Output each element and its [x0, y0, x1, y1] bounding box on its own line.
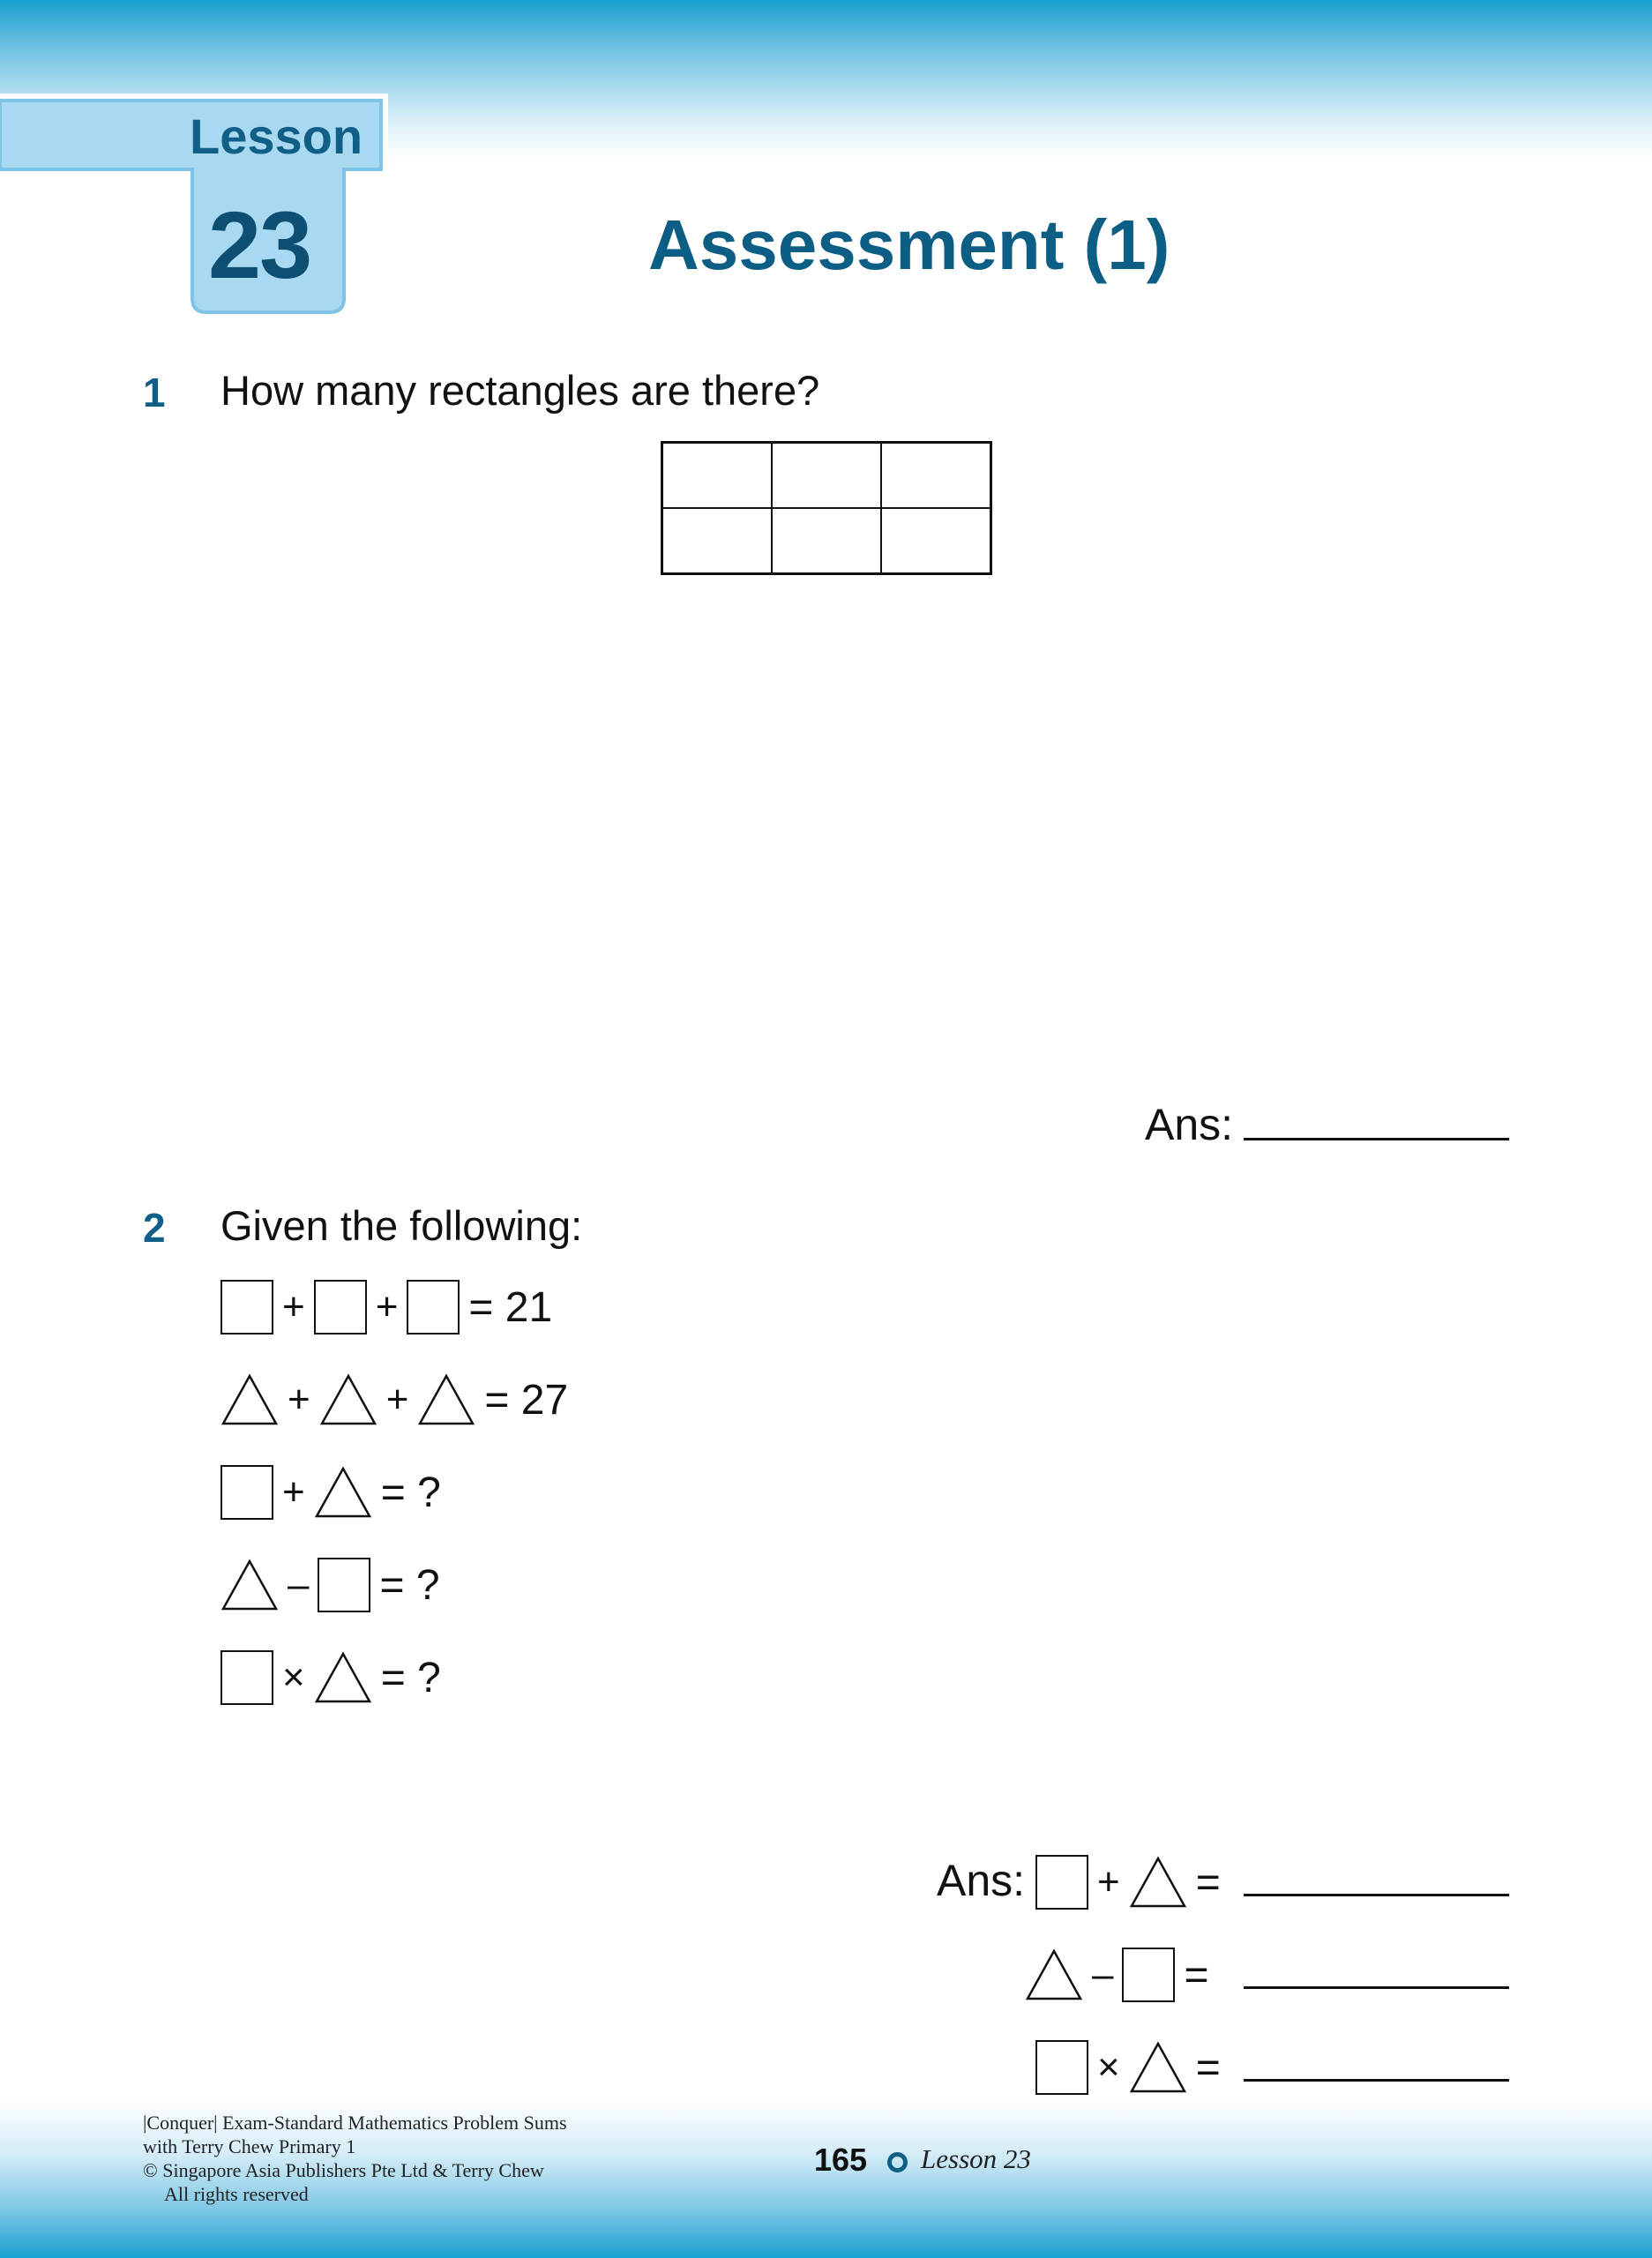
triangle-icon	[1025, 1948, 1083, 2001]
ring-bullet-icon	[887, 2152, 908, 2172]
page-title: Assessment (1)	[648, 206, 1170, 284]
grid-cell	[772, 508, 881, 573]
plus-sign: +	[288, 1378, 310, 1421]
square-icon	[1035, 1855, 1088, 1910]
grid-cell	[772, 443, 881, 508]
plus-sign: +	[385, 1378, 409, 1421]
answer-square-plus-triangle	[1035, 1851, 1221, 1913]
square-icon	[407, 1280, 460, 1335]
credit-line: |Conquer| Exam-Standard Mathematics Problem Sums	[143, 2112, 567, 2134]
lesson-tab	[0, 88, 395, 326]
grid-cell	[881, 508, 990, 573]
question-2-answer-label: Ans:	[937, 1856, 1026, 1905]
triangle-icon	[319, 1373, 377, 1426]
grid-cell	[662, 508, 772, 573]
footer-credit	[143, 2111, 567, 2206]
square-icon	[314, 1280, 367, 1335]
equation-squares-sum	[221, 1276, 552, 1338]
equation-result: = 21	[468, 1283, 553, 1331]
square-icon	[1035, 2040, 1088, 2095]
answer-equals: =	[1195, 1858, 1221, 1906]
minus-sign: –	[288, 1563, 310, 1606]
triangle-icon	[221, 1559, 279, 1611]
equation-result: = 27	[484, 1376, 569, 1424]
triangle-icon	[1129, 2041, 1187, 2094]
plus-sign: +	[282, 1285, 305, 1328]
equation-result: = ?	[380, 1469, 441, 1516]
credit-line: with Terry Chew Primary 1	[143, 2135, 356, 2157]
triangle-icon	[314, 1651, 372, 1704]
credit-line: All rights reserved	[164, 2183, 309, 2205]
answer-line-sum[interactable]	[1244, 1894, 1509, 1896]
question-2-number: 2	[143, 1205, 166, 1251]
question-1-answer-label: Ans:	[1145, 1100, 1234, 1149]
footer-lesson-label: Lesson 23	[921, 2143, 1031, 2174]
grid-cell	[881, 443, 990, 508]
equation-result: = ?	[379, 1561, 440, 1609]
answer-line-product[interactable]	[1244, 2079, 1509, 2082]
triangle-icon	[221, 1373, 279, 1426]
plus-sign: +	[1097, 1860, 1120, 1903]
question-1-number: 1	[143, 370, 166, 415]
equation-triangles-sum	[221, 1369, 568, 1431]
answer-equals: =	[1195, 2044, 1221, 2091]
rectangle-grid-figure	[661, 441, 992, 575]
square-icon	[221, 1465, 273, 1520]
plus-sign: +	[282, 1470, 305, 1514]
equation-triangle-minus-square	[221, 1554, 440, 1616]
square-icon	[1122, 1948, 1175, 2002]
square-icon	[221, 1280, 273, 1335]
credit-line: © Singapore Asia Publishers Pte Ltd & Terry Chew	[143, 2159, 544, 2181]
equation-square-times-triangle	[221, 1647, 441, 1708]
square-icon	[221, 1650, 273, 1705]
page-number: 165	[814, 2142, 868, 2178]
lesson-number: 23	[208, 191, 311, 298]
answer-line-difference[interactable]	[1244, 1986, 1509, 1989]
question-2-text: Given the following:	[221, 1202, 583, 1249]
answer-square-times-triangle	[1035, 2037, 1221, 2098]
minus-sign: –	[1092, 1953, 1114, 1996]
square-icon	[318, 1558, 370, 1612]
answer-equals: =	[1184, 1951, 1209, 1999]
times-sign: ×	[282, 1656, 305, 1699]
question-1-text: How many rectangles are there?	[221, 367, 820, 414]
equation-square-plus-triangle	[221, 1462, 441, 1523]
triangle-icon	[417, 1373, 475, 1426]
triangle-icon	[1129, 1856, 1187, 1909]
triangle-icon	[314, 1466, 372, 1519]
plus-sign: +	[375, 1285, 399, 1328]
lesson-label: Lesson	[190, 108, 363, 164]
question-1-answer-line[interactable]	[1244, 1138, 1509, 1140]
grid-cell	[662, 443, 772, 508]
times-sign: ×	[1097, 2045, 1120, 2089]
answer-triangle-minus-square	[1025, 1944, 1209, 2006]
equation-result: = ?	[380, 1654, 441, 1701]
